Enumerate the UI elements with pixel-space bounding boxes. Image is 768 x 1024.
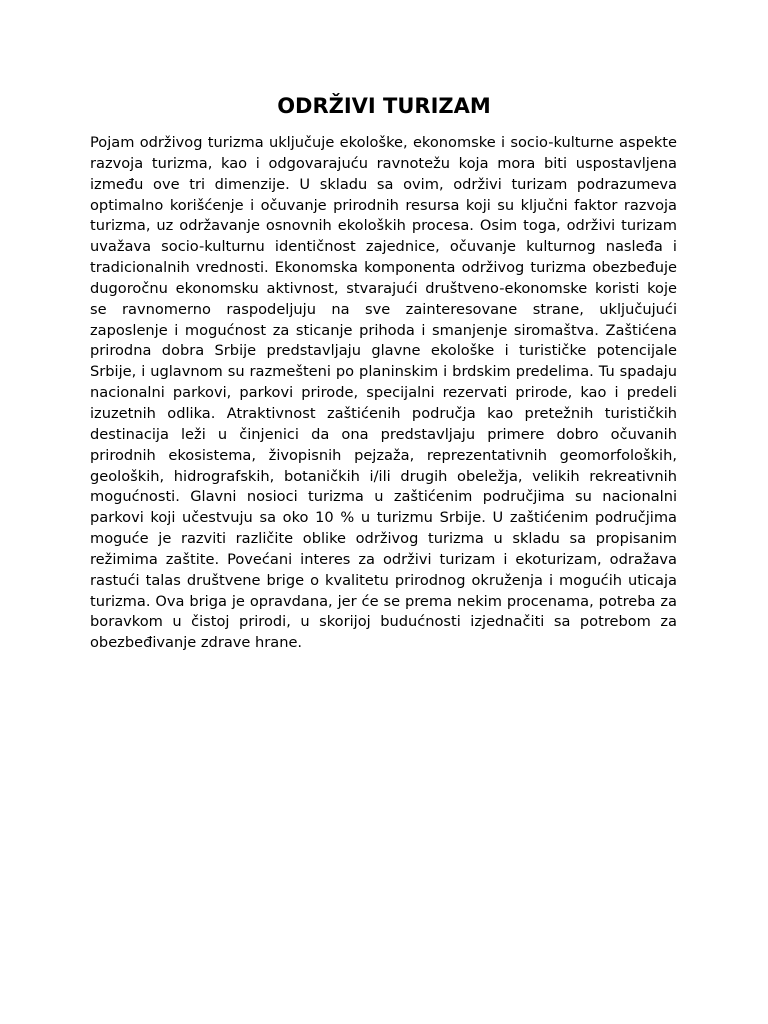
document-body-paragraph: Pojam održivog turizma uključuje ekološke, ekonomske i socio-kulturne aspekte razvoja turizma, kao i odgovarajuću ravnotežu koja mora biti uspostavljena između ove tri dimenzije. U skladu sa ovim, održivi turizam podrazumeva optimalno korišćenje i očuvanje prirodnih resursa koji su ključni faktor razvoja turizma, uz održavanje osnovnih ekoloških procesa. Osim toga, održivi turizam uvažava socio-kulturnu identičnost zajednice, očuvanje kulturnog nasleđa i tradicionalnih vrednosti. Ekonomska komponenta održivog turizma obezbeđuje dugoročnu ekonomsku aktivnost, stvarajući društveno-ekonomske koristi koje se ravnomerno raspodeljuju na sve zainteresovane strane, uključujući zaposlenje i mogućnost za sticanje prihoda i smanjenje siromaštva. Zaštićena prirodna dobra Srbije predstavljaju glavne ekološke i turističke potencijale Srbije, i uglavnom su razmešteni po planinskim i brdskim predelima. Tu spadaju nacionalni parkovi, parkovi prirode, specijalni rezervati prirode, kao i predeli izuzetnih odlika. Atraktivnost zaštićenih područja kao pretežnih turističkih destinacija leži u činjenici da ona predstavljaju primere dobro očuvanih prirodnih ekosistema, živopisnih pejzaža, reprezentativnih geomorfoloških, geoloških, hidrografskih, botaničkih i/ili drugih obeležja, velikih rekreativnih mogućnosti. Glavni nosioci turizma u zaštićenim područjima su nacionalni parkovi koji učestvuju sa oko 10 % u turizmu Srbije. U zaštićenim područjima moguće je razviti različite oblike održivog turizma u skladu sa propisanim režimima zaštite. Povećani interes za održivi turizam i ekoturizam, odražava rastući talas društvene brige o kvalitetu prirodnog okruženja i mogućih uticaja turizma. Ova briga je opravdana, jer će se prema nekim procenama, potreba za boravkom u čistoj prirodi, u skorijoj budućnosti izjednačiti sa potrebom za obezbeđivanje zdrave hrane. <box>90 134 677 652</box>
document-title: ODRŽIVI TURIZAM <box>277 94 491 118</box>
